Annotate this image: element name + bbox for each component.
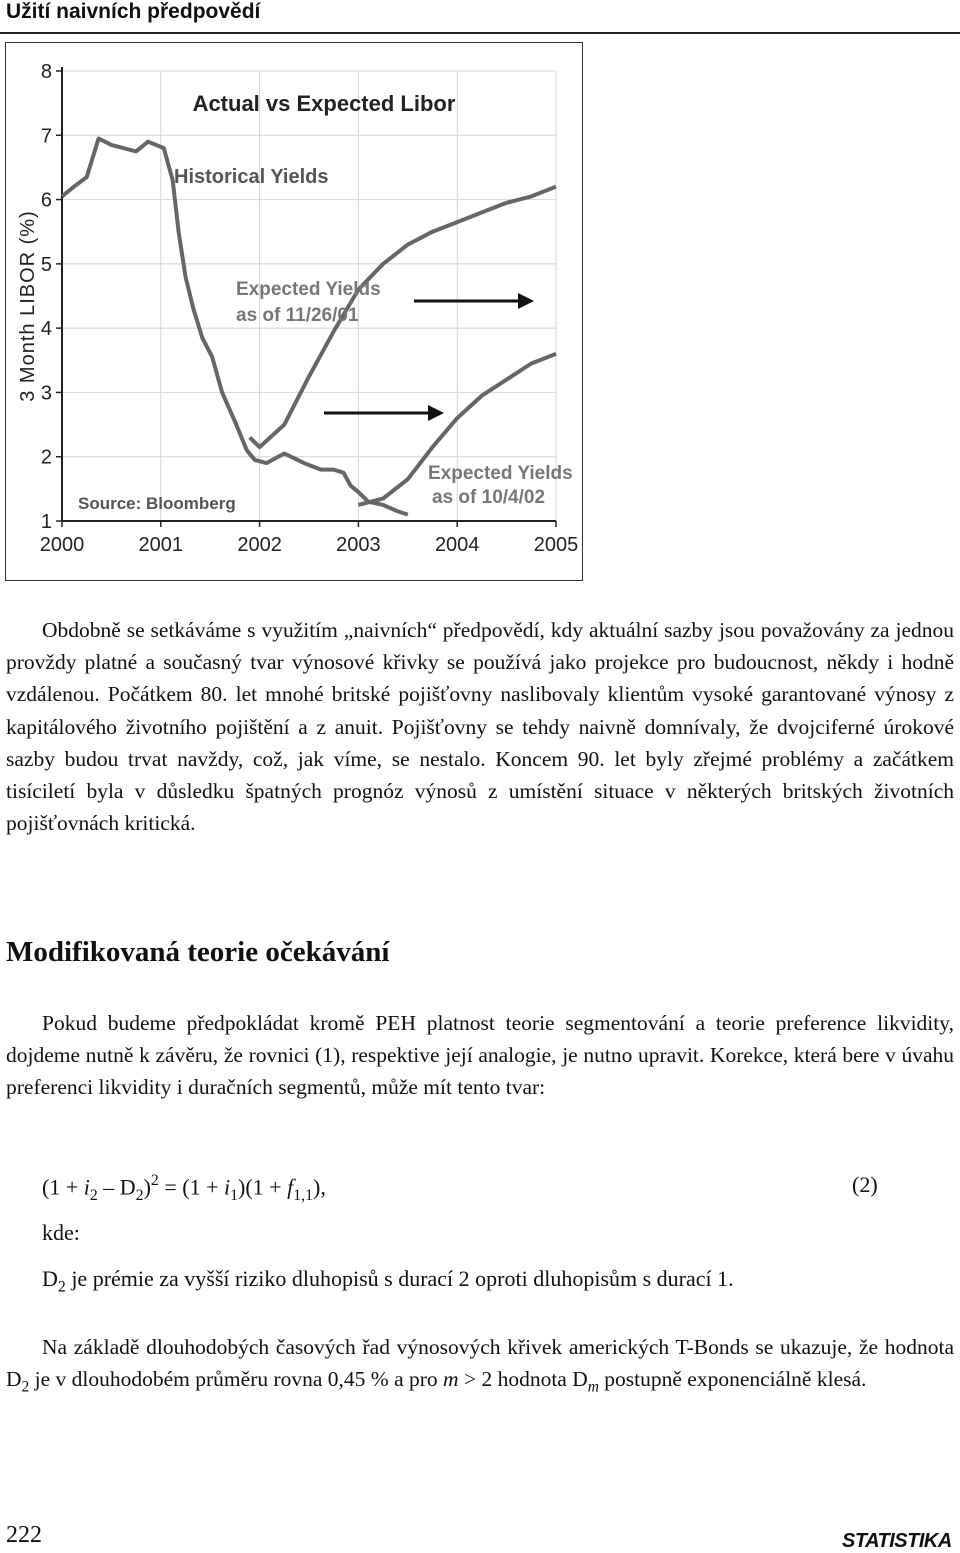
eq-part: – D	[97, 1174, 136, 1200]
eq-sub: 1	[230, 1187, 239, 1205]
para3-text: > 2 hodnota D	[458, 1367, 588, 1392]
running-header: Užití naivních předpovědí	[6, 0, 261, 23]
where-label: kde:	[42, 1220, 80, 1245]
eq-part: )(1 +	[238, 1174, 288, 1200]
y-tick-label: 5	[40, 253, 52, 276]
annotation-expected-2002: Expected Yields	[428, 463, 573, 484]
equation-number: (2)	[852, 1172, 878, 1197]
x-tick-label: 2000	[39, 534, 85, 556]
annotation-expected-2002-date: as of 10/4/02	[432, 487, 546, 508]
y-tick-label: 7	[40, 125, 52, 148]
eq-part: )	[143, 1174, 151, 1200]
chart-title: Actual vs Expected Libor	[192, 91, 456, 116]
arrow-head-2	[428, 405, 444, 421]
x-tick-label: 2003	[336, 534, 381, 556]
x-tick-label: 2004	[434, 534, 480, 556]
paragraph-naive-forecasts: Obdobně se setkáváme s využitím „naivních“ předpovědí, kdy aktuální sazby jsou považovány za jednou provždy platné a současný tvar výnosové křivky se používá jako projekce pro budoucnost, někdy i hodně vzdálenou. Počátkem 80. let mnohé britské pojišťovny naslibovaly klientům vysoké garantované výnosy z kapitálového životního pojištění a z anuit. Pojišťovny se tehdy naivně domnívaly, že dvojciferné úrokové sazby budou trvat navždy, což, jak víme, se nestalo. Koncem 90. let byly zřejmé problémy a začátkem tisíciletí byla v důsledku špatných prognóz výnosů z umístění situace v některých britských životních pojišťovnách kritická.	[6, 618, 954, 836]
y-tick-label: 3	[40, 382, 52, 405]
d2-definition-text: je prémie za vyšší riziko dluhopisů s durací 2 oproti dluhopisům s durací 1.	[65, 1266, 734, 1291]
para3-var-m: m	[443, 1367, 459, 1392]
section-heading: Modifikovaná teorie očekávání	[6, 936, 390, 968]
y-tick-label: 8	[40, 61, 52, 83]
chart-figure	[5, 42, 583, 581]
eq-part: ),	[313, 1174, 326, 1200]
eq-part: (1 +	[42, 1174, 84, 1200]
d2-definition	[42, 1266, 734, 1297]
para3-sub: 2	[21, 1378, 30, 1396]
eq-var-i: i	[83, 1174, 90, 1200]
y-tick-label: 4	[40, 318, 52, 341]
para3-sub-m: m	[587, 1378, 599, 1396]
eq-var-f: f	[287, 1174, 294, 1200]
para3-text: postupně exponenciálně klesá.	[598, 1367, 867, 1392]
equation-2	[42, 1172, 326, 1205]
para3-text: je v dlouhodobém průměru rovna 0,45 % a pro	[29, 1367, 444, 1392]
paragraph-t-bonds	[6, 1331, 954, 1404]
para3-text: Na základě dlouhodobých časových řad výnosových křivek amerických T-Bonds se ukazuje, že hodnota D	[6, 1335, 954, 1392]
header-rule	[0, 32, 960, 34]
libor-chart	[6, 43, 582, 580]
paragraph-modified-theory: Pokud budeme předpokládat kromě PEH platnost teorie segmentování a teorie preference likvidity, dojdeme nutně k závěru, že rovnici (1), respektive její analogie, je nutno upravit. Korekce, která bere v úvahu preferenci likvidity i duračních segmentů, může mít tento tvar:	[6, 1011, 954, 1100]
y-tick-label: 2	[40, 446, 52, 469]
d-sub: 2	[57, 1278, 66, 1296]
eq-sub: 2	[135, 1187, 144, 1205]
eq-sub: 1,1	[293, 1187, 314, 1205]
annotation-expected-2001-date: as of 11/26/01	[236, 305, 359, 326]
eq-var-i: i	[223, 1174, 231, 1200]
annotation-expected-2001: Expected Yields	[236, 279, 381, 300]
journal-logo: STATISTIKA	[842, 1530, 952, 1552]
y-tick-label: 6	[40, 189, 52, 212]
y-tick-label: 1	[40, 511, 52, 533]
d-symbol: D	[42, 1266, 58, 1291]
y-axis-label: 3 Month LIBOR (%)	[17, 210, 39, 402]
x-tick-label: 2002	[237, 534, 282, 556]
page-number: 222	[6, 1522, 42, 1548]
x-tick-label: 2001	[138, 534, 184, 556]
eq-sub: 2	[89, 1187, 98, 1205]
chart-source: Source: Bloomberg	[78, 494, 236, 513]
eq-part: = (1 +	[158, 1174, 224, 1200]
eq-sup: 2	[150, 1172, 159, 1189]
annotation-historical: Historical Yields	[174, 166, 329, 188]
series-line-1	[62, 139, 408, 515]
x-tick-label: 2005	[533, 534, 579, 556]
arrow-head-1	[518, 293, 534, 309]
